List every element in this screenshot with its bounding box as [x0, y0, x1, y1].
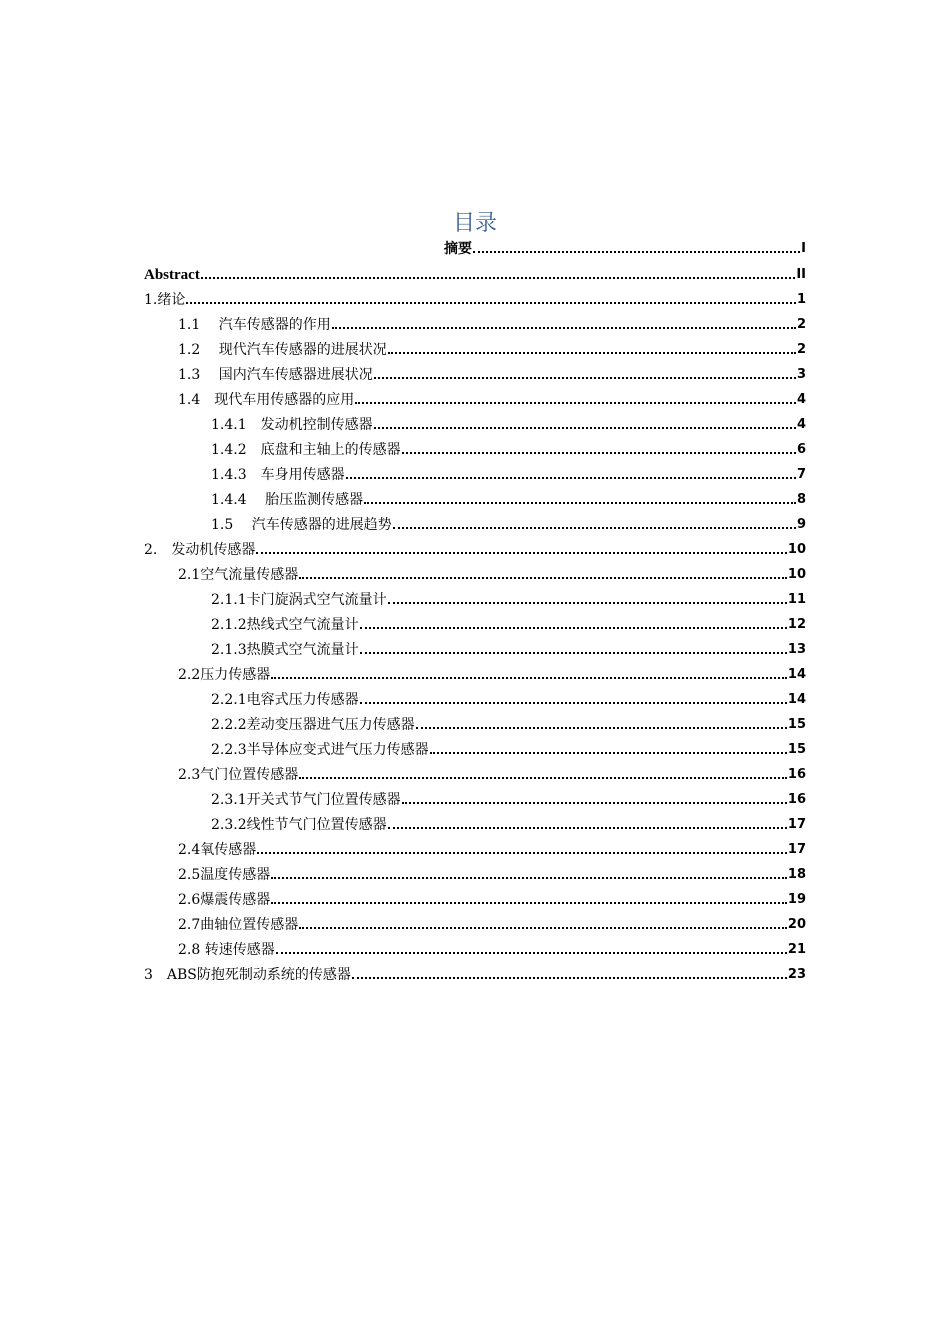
toc-entry-label: 2.3.2线性节气门位置传感器: [211, 817, 387, 833]
toc-entry-label: 2.2.3半导体应变式进气压力传感器: [211, 742, 429, 758]
toc-page-number: 14: [787, 692, 806, 707]
toc-entry[interactable]: [211, 612, 806, 634]
toc-leader: [402, 802, 787, 804]
toc-leader: [430, 752, 787, 754]
toc-entry[interactable]: [178, 562, 806, 584]
toc-entry[interactable]: [178, 337, 806, 359]
toc-page-number: 14: [787, 667, 806, 682]
toc-page-number: 21: [787, 942, 806, 957]
toc-leader: [388, 602, 787, 604]
toc-leader: [388, 352, 796, 354]
toc-entry[interactable]: [144, 962, 806, 984]
toc-leader: [355, 402, 796, 404]
toc-page-number: 4: [796, 417, 806, 432]
toc-leader: [299, 577, 787, 579]
toc-page-number: 17: [787, 842, 806, 857]
toc-entry[interactable]: [211, 787, 806, 809]
toc-entry-label: 2.2压力传感器: [178, 667, 271, 683]
toc-entry[interactable]: [178, 312, 806, 334]
toc-leader: [299, 777, 787, 779]
toc-entry-label: 2.3.1开关式节气门位置传感器: [211, 792, 401, 808]
toc-leader: [332, 327, 796, 329]
toc-leader: [374, 427, 796, 429]
toc-entry-label: 1.4.1 发动机控制传感器: [211, 417, 373, 433]
toc-entry-label: 1.5 汽车传感器的进展趋势: [211, 517, 392, 533]
toc-entry[interactable]: [211, 737, 806, 759]
toc-leader: [416, 727, 787, 729]
toc-entry[interactable]: [444, 236, 806, 258]
toc-entry-label: 2.2.2差动变压器进气压力传感器: [211, 717, 415, 733]
toc-page-number: 3: [796, 367, 806, 382]
toc-entry-label: 2.6爆震传感器: [178, 892, 271, 908]
toc-entry[interactable]: [211, 462, 806, 484]
toc-entry[interactable]: [211, 712, 806, 734]
toc-entry[interactable]: [211, 437, 806, 459]
toc-entry-label: 2.7曲轴位置传感器: [178, 917, 299, 933]
toc-entry[interactable]: [211, 687, 806, 709]
toc-entry-label: 1.4 现代车用传感器的应用: [178, 392, 355, 408]
toc-entry-label: 摘要: [444, 241, 472, 257]
toc-entry-label: 2.1空气流量传感器: [178, 567, 299, 583]
toc-entry-label: 2.5温度传感器: [178, 867, 271, 883]
toc-entry[interactable]: [211, 487, 806, 509]
toc-entry-label: 1.绪论: [144, 292, 186, 308]
toc-page-number: 2: [796, 342, 806, 357]
toc-page-number: 4: [796, 392, 806, 407]
toc-entry[interactable]: [178, 862, 806, 884]
toc-page-number: 15: [787, 717, 806, 732]
toc-entry[interactable]: [178, 387, 806, 409]
toc-entry-label: 2.2.1电容式压力传感器: [211, 692, 359, 708]
toc-entry[interactable]: [211, 637, 806, 659]
toc-entry[interactable]: [211, 412, 806, 434]
toc-entry[interactable]: [211, 587, 806, 609]
toc-leader: [186, 302, 796, 304]
toc-entry-label: 2.8 转速传感器: [178, 942, 275, 958]
toc-leader: [352, 977, 787, 979]
toc-leader: [360, 652, 787, 654]
toc-leader: [271, 877, 787, 879]
toc-page-number: 23: [787, 967, 806, 982]
toc-entry-label: 2.1.3热膜式空气流量计: [211, 642, 359, 658]
toc-page-number: I: [801, 241, 806, 256]
toc-page-number: 6: [796, 442, 806, 457]
toc-entry[interactable]: [178, 937, 806, 959]
toc-page-number: 16: [787, 792, 806, 807]
toc-leader: [299, 927, 787, 929]
toc-leader: [393, 527, 796, 529]
toc-entry[interactable]: [211, 512, 806, 534]
toc-entry[interactable]: [178, 662, 806, 684]
toc-entry-label: 1.2 现代汽车传感器的进展状况: [178, 342, 387, 358]
toc-entry[interactable]: [211, 812, 806, 834]
toc-page-number: 1: [796, 292, 806, 307]
toc-entry-label: Abstract: [144, 267, 200, 283]
toc-entry-label: 3 ABS防抱死制动系统的传感器: [144, 967, 351, 983]
toc-entry-label: 2.1.2热线式空气流量计: [211, 617, 359, 633]
toc-page-number: 13: [787, 642, 806, 657]
toc-leader: [360, 627, 787, 629]
toc-leader: [271, 677, 787, 679]
toc-page-number: 7: [796, 467, 806, 482]
toc-title: 目录: [452, 211, 497, 236]
toc-entry[interactable]: [178, 362, 806, 384]
toc-page-number: 16: [787, 767, 806, 782]
toc-leader: [364, 502, 796, 504]
toc-entry[interactable]: [178, 887, 806, 909]
toc-page-number: 20: [787, 917, 806, 932]
toc-entry[interactable]: [178, 837, 806, 859]
toc-leader: [271, 902, 787, 904]
toc-entry-label: 1.4.3 车身用传感器: [211, 467, 345, 483]
toc-page-number: 2: [796, 317, 806, 332]
toc-leader: [276, 952, 787, 954]
toc-page-number: 11: [787, 592, 806, 607]
toc-page-number: 17: [787, 817, 806, 832]
toc-entry[interactable]: [178, 762, 806, 784]
toc-page-number: 8: [796, 492, 806, 507]
toc-page-number: 10: [787, 567, 806, 582]
toc-entry-label: 1.1 汽车传感器的作用: [178, 317, 331, 333]
toc-leader: [201, 277, 795, 279]
toc-leader: [360, 702, 787, 704]
toc-entry-label: 1.4.2 底盘和主轴上的传感器: [211, 442, 401, 458]
toc-leader: [473, 251, 800, 253]
toc-entry[interactable]: [144, 537, 806, 559]
toc-entry-label: 2.4氧传感器: [178, 842, 257, 858]
toc-entry[interactable]: [144, 287, 806, 309]
toc-leader: [257, 852, 787, 854]
toc-leader: [256, 552, 787, 554]
toc-page-number: 19: [787, 892, 806, 907]
toc-page-number: 9: [796, 517, 806, 532]
toc-entry-label: 1.4.4 胎压监测传感器: [211, 492, 364, 508]
toc-page-number: 10: [787, 542, 806, 557]
toc-leader: [388, 827, 787, 829]
toc-entry-label: 2.1.1卡门旋涡式空气流量计: [211, 592, 387, 608]
toc-page-number: 18: [787, 867, 806, 882]
toc-entry-label: 2. 发动机传感器: [144, 542, 256, 558]
toc-page-number: 15: [787, 742, 806, 757]
toc-entry[interactable]: [144, 262, 806, 284]
toc-entry-label: 1.3 国内汽车传感器进展状况: [178, 367, 373, 383]
toc-leader: [374, 377, 796, 379]
toc-page-number: 12: [787, 617, 806, 632]
toc-entry-label: 2.3气门位置传感器: [178, 767, 299, 783]
toc-leader: [346, 477, 796, 479]
toc-leader: [402, 452, 796, 454]
toc-page-number: II: [796, 267, 806, 282]
toc-entry[interactable]: [178, 912, 806, 934]
